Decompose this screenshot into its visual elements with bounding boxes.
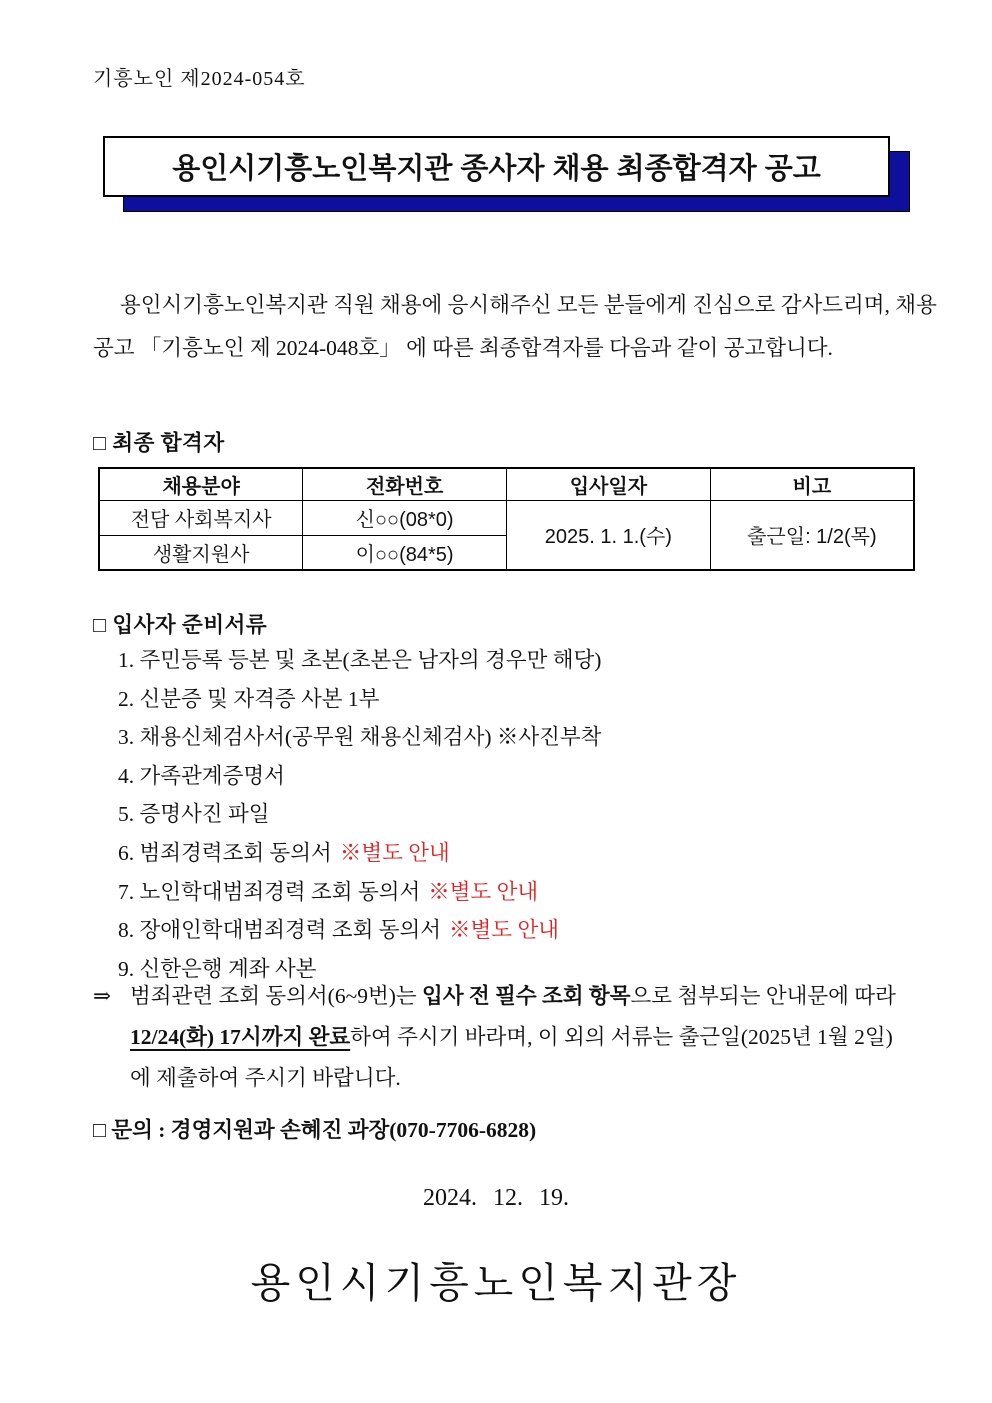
item-text: 노인학대범죄경력 조회 동의서 [139,879,421,904]
item-number: 1. [118,648,135,672]
list-item [118,757,948,796]
announcement-date: 2024. 12. 19. [423,1185,569,1211]
document-number: 기흥노인 제2024-054호 [93,68,306,90]
preparation-document-list [118,641,948,988]
note-line-2 [93,1017,943,1058]
item-text: 장애인학대범죄경력 조회 동의서 [139,918,442,943]
item-text: 범죄경력조회 동의서 [139,840,332,865]
arrow-note [93,976,943,1099]
double-arrow-icon: ⇒ [93,984,112,1008]
signature-director: 용인시기흥노인복지관장 [250,1260,742,1306]
col-header-note: 비고 [710,468,914,500]
table-row [99,500,914,535]
section-heading-final-pass: □ 최종 합격자 [93,431,225,455]
item-number: 7. [118,879,135,904]
table-header-row [99,468,914,500]
table-head [99,468,914,500]
note-deadline-text: 12/24(화) 17시까지 완료 [130,1025,351,1049]
list-item [118,718,948,757]
item-number: 5. [118,802,135,827]
list-item [118,834,948,873]
note-bold-text: 입사 전 필수 조회 항목 [422,984,631,1008]
contact-line: □ 문의 : 경영지원과 손혜진 과장(070-7706-6828) [93,1118,537,1142]
list-item [118,911,948,950]
red-separate-notice: ※별도 안내 [339,840,450,865]
col-header-phone: 전화번호 [303,468,507,500]
list-item [118,873,948,912]
col-header-join-date: 입사일자 [507,468,711,500]
red-separate-notice: ※별도 안내 [449,918,559,943]
intro-line-1: 용인시기흥노인복지관 직원 채용에 응시해주신 모든 분들에게 진심으로 감사드리며, 채용 [120,293,937,317]
final-pass-table [98,467,915,571]
cell-field-2: 생활지원사 [99,535,303,570]
item-text: 신분증 및 자격증 사본 1부 [139,686,380,711]
list-item [118,641,948,680]
page-title: 용인시기흥노인복지관 종사자 채용 최종합격자 공고 [103,136,890,197]
col-header-field: 채용분야 [99,468,303,500]
intro-paragraph [93,284,941,370]
item-text: 신한은행 계좌 사본 [139,956,317,981]
item-text: 채용신체검사서(공무원 채용신체검사) ※사진부착 [139,725,602,750]
list-item [118,795,948,834]
title-banner [103,136,910,213]
item-text: 증명사진 파일 [139,802,270,827]
red-separate-notice: ※별도 안내 [428,879,539,904]
section-heading-documents: □ 입사자 준비서류 [93,613,268,637]
note-line-3: 에 제출하여 주시기 바랍니다. [130,1066,401,1090]
intro-line-2: 공고 「기흥노인 제 2024-048호」 에 따른 최종합격자를 다음과 같이 공고합니다. [93,336,833,360]
item-number: 6. [118,840,135,865]
cell-phone-1: 신○○(08*0) [303,500,507,535]
table-body [99,500,914,570]
list-item [118,680,948,719]
item-number: 8. [118,918,135,943]
note-text: 으로 첨부되는 안내문에 따라 [630,984,896,1008]
cell-field-1: 전담 사회복지사 [99,500,303,535]
note-line-1 [93,976,943,1017]
note-text: 하여 주시기 바라며, 이 외의 서류는 출근일(2025년 1월 2일) [350,1025,893,1049]
item-text: 가족관계증명서 [139,763,285,788]
item-number: 2. [118,686,135,711]
note-text: 범죄관련 조회 동의서(6~9번)는 [130,984,423,1008]
item-text: 주민등록 등본 및 초본(초본은 남자의 경우만 해당) [139,648,602,672]
item-number: 9. [118,956,135,981]
cell-note: 출근일: 1/2(목) [710,500,914,570]
cell-join-date: 2025. 1. 1.(수) [507,500,711,570]
item-number: 3. [118,725,135,750]
item-number: 4. [118,763,135,788]
cell-phone-2: 이○○(84*5) [303,535,507,570]
